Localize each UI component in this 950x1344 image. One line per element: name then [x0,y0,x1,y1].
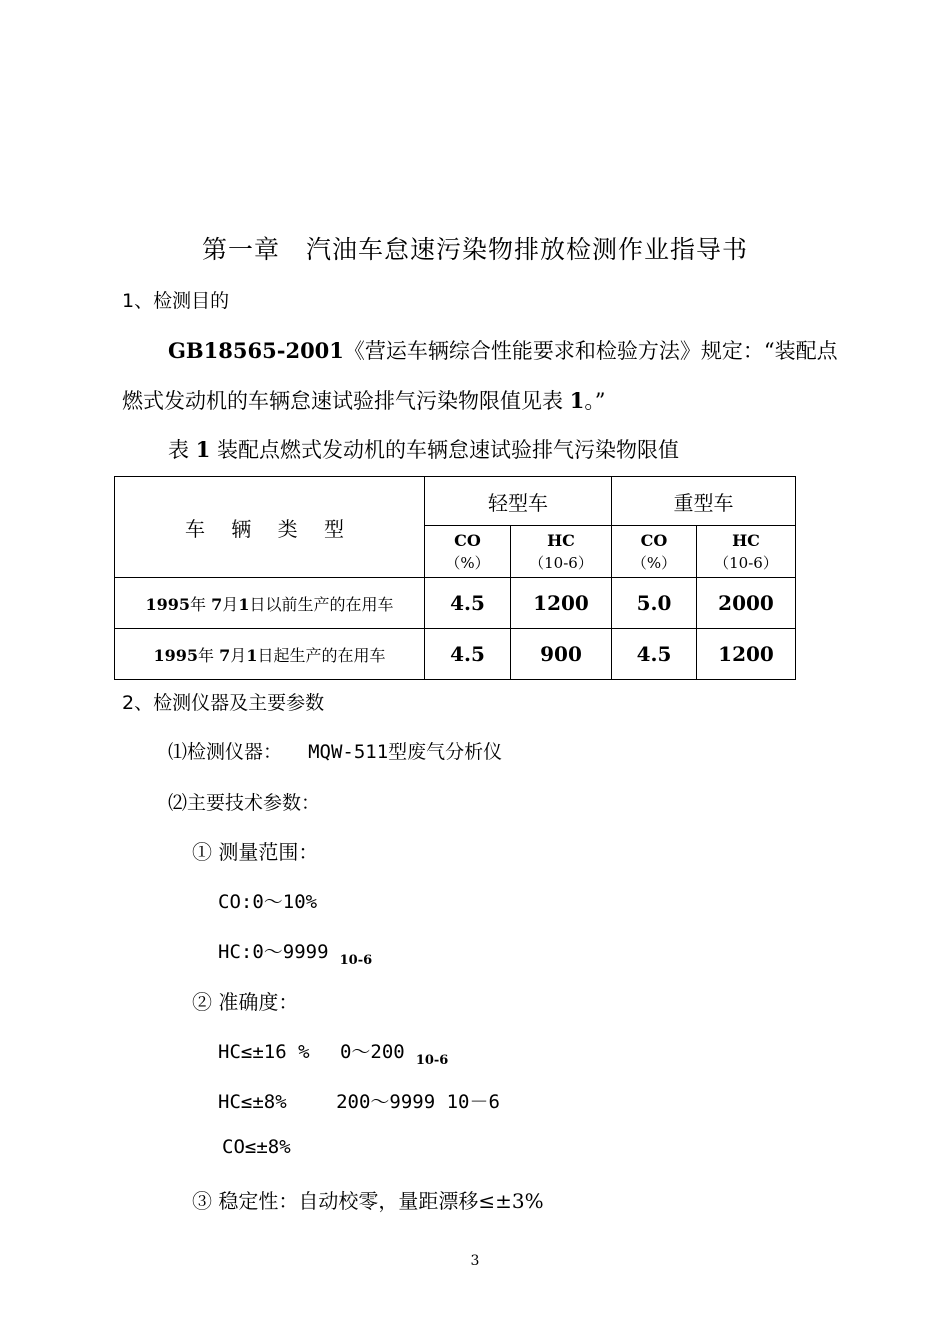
heavy-vehicle-header: 重型车 [612,477,796,526]
paragraph-text: 燃式发动机的车辆怠速试验排气污染物限值见表 [122,389,563,413]
caption-text: 装配点燃式发动机的车辆怠速试验排气污染物限值 [217,438,679,462]
paragraph-line-2 [122,385,606,415]
unit-subscript: 10-6 [415,1053,449,1068]
item-label: ⑴检测仪器： [168,741,283,763]
instrument-model: MQW-511 [308,741,389,763]
unit-subscript: 10-6 [339,953,373,968]
caption-prefix: 表 [168,438,189,462]
light-co-header: CO （%） [425,526,511,578]
range-hc-line [218,937,373,968]
page-number: 3 [470,1253,480,1269]
value-cell: 4.5 [612,629,697,680]
heavy-co-header: CO （%） [612,526,697,578]
range-hc: HC:0～9999 [218,941,329,963]
table-row [115,629,796,680]
page-title: 第一章 汽油车怠速污染物排放检测作业指导书 [201,235,748,264]
emission-limits-table [114,476,796,680]
value-cell: 2000 [697,578,796,629]
instrument-name: 型废气分析仪 [388,741,503,763]
light-vehicle-header: 轻型车 [425,477,612,526]
vehicle-type-header: 车 辆 类 型 [115,477,425,578]
standard-code: GB18565-2001 [168,338,344,363]
paragraph-text: 《营运车辆综合性能要求和检验方法》规定：“装配点 [343,339,838,363]
accuracy-heading: ② 准确度： [192,990,299,1014]
accuracy-hc-2: HC≤±8% 200～9999 10－6 [218,1091,500,1113]
paragraph-end: 。” [584,389,606,413]
value-cell: 4.5 [425,629,511,680]
value-cell: 4.5 [425,578,511,629]
table-caption [168,434,679,464]
table-row [115,578,796,629]
caption-number: 1 [195,437,211,462]
light-hc-header: HC （10-6） [511,526,612,578]
params-label: ⑵主要技术参数： [168,792,321,814]
stability-line: ③ 稳定性：自动校零，量距漂移≤±3% [192,1189,544,1213]
row-label: 1995年 7月1日起生产的在用车 [115,629,425,680]
value-cell: 900 [511,629,612,680]
section-heading-instruments: 2、检测仪器及主要参数 [122,692,325,714]
accuracy-co: CO≤±8% [222,1136,291,1158]
value-cell: 1200 [511,578,612,629]
heavy-hc-header: HC （10-6） [697,526,796,578]
value-cell: 5.0 [612,578,697,629]
range-heading: ① 测量范围： [192,840,319,864]
section-heading-purpose: 1、检测目的 [122,290,230,312]
accuracy-hc-1: HC≤±16 % 0～200 [218,1041,405,1063]
row-label: 1995年 7月1日以前生产的在用车 [115,578,425,629]
table-ref-number: 1 [569,388,585,413]
accuracy-hc-line-1 [218,1037,449,1068]
value-cell: 1200 [697,629,796,680]
range-co: CO:0～10% [218,891,318,913]
instrument-line [168,737,502,764]
paragraph-line-1 [168,335,838,365]
